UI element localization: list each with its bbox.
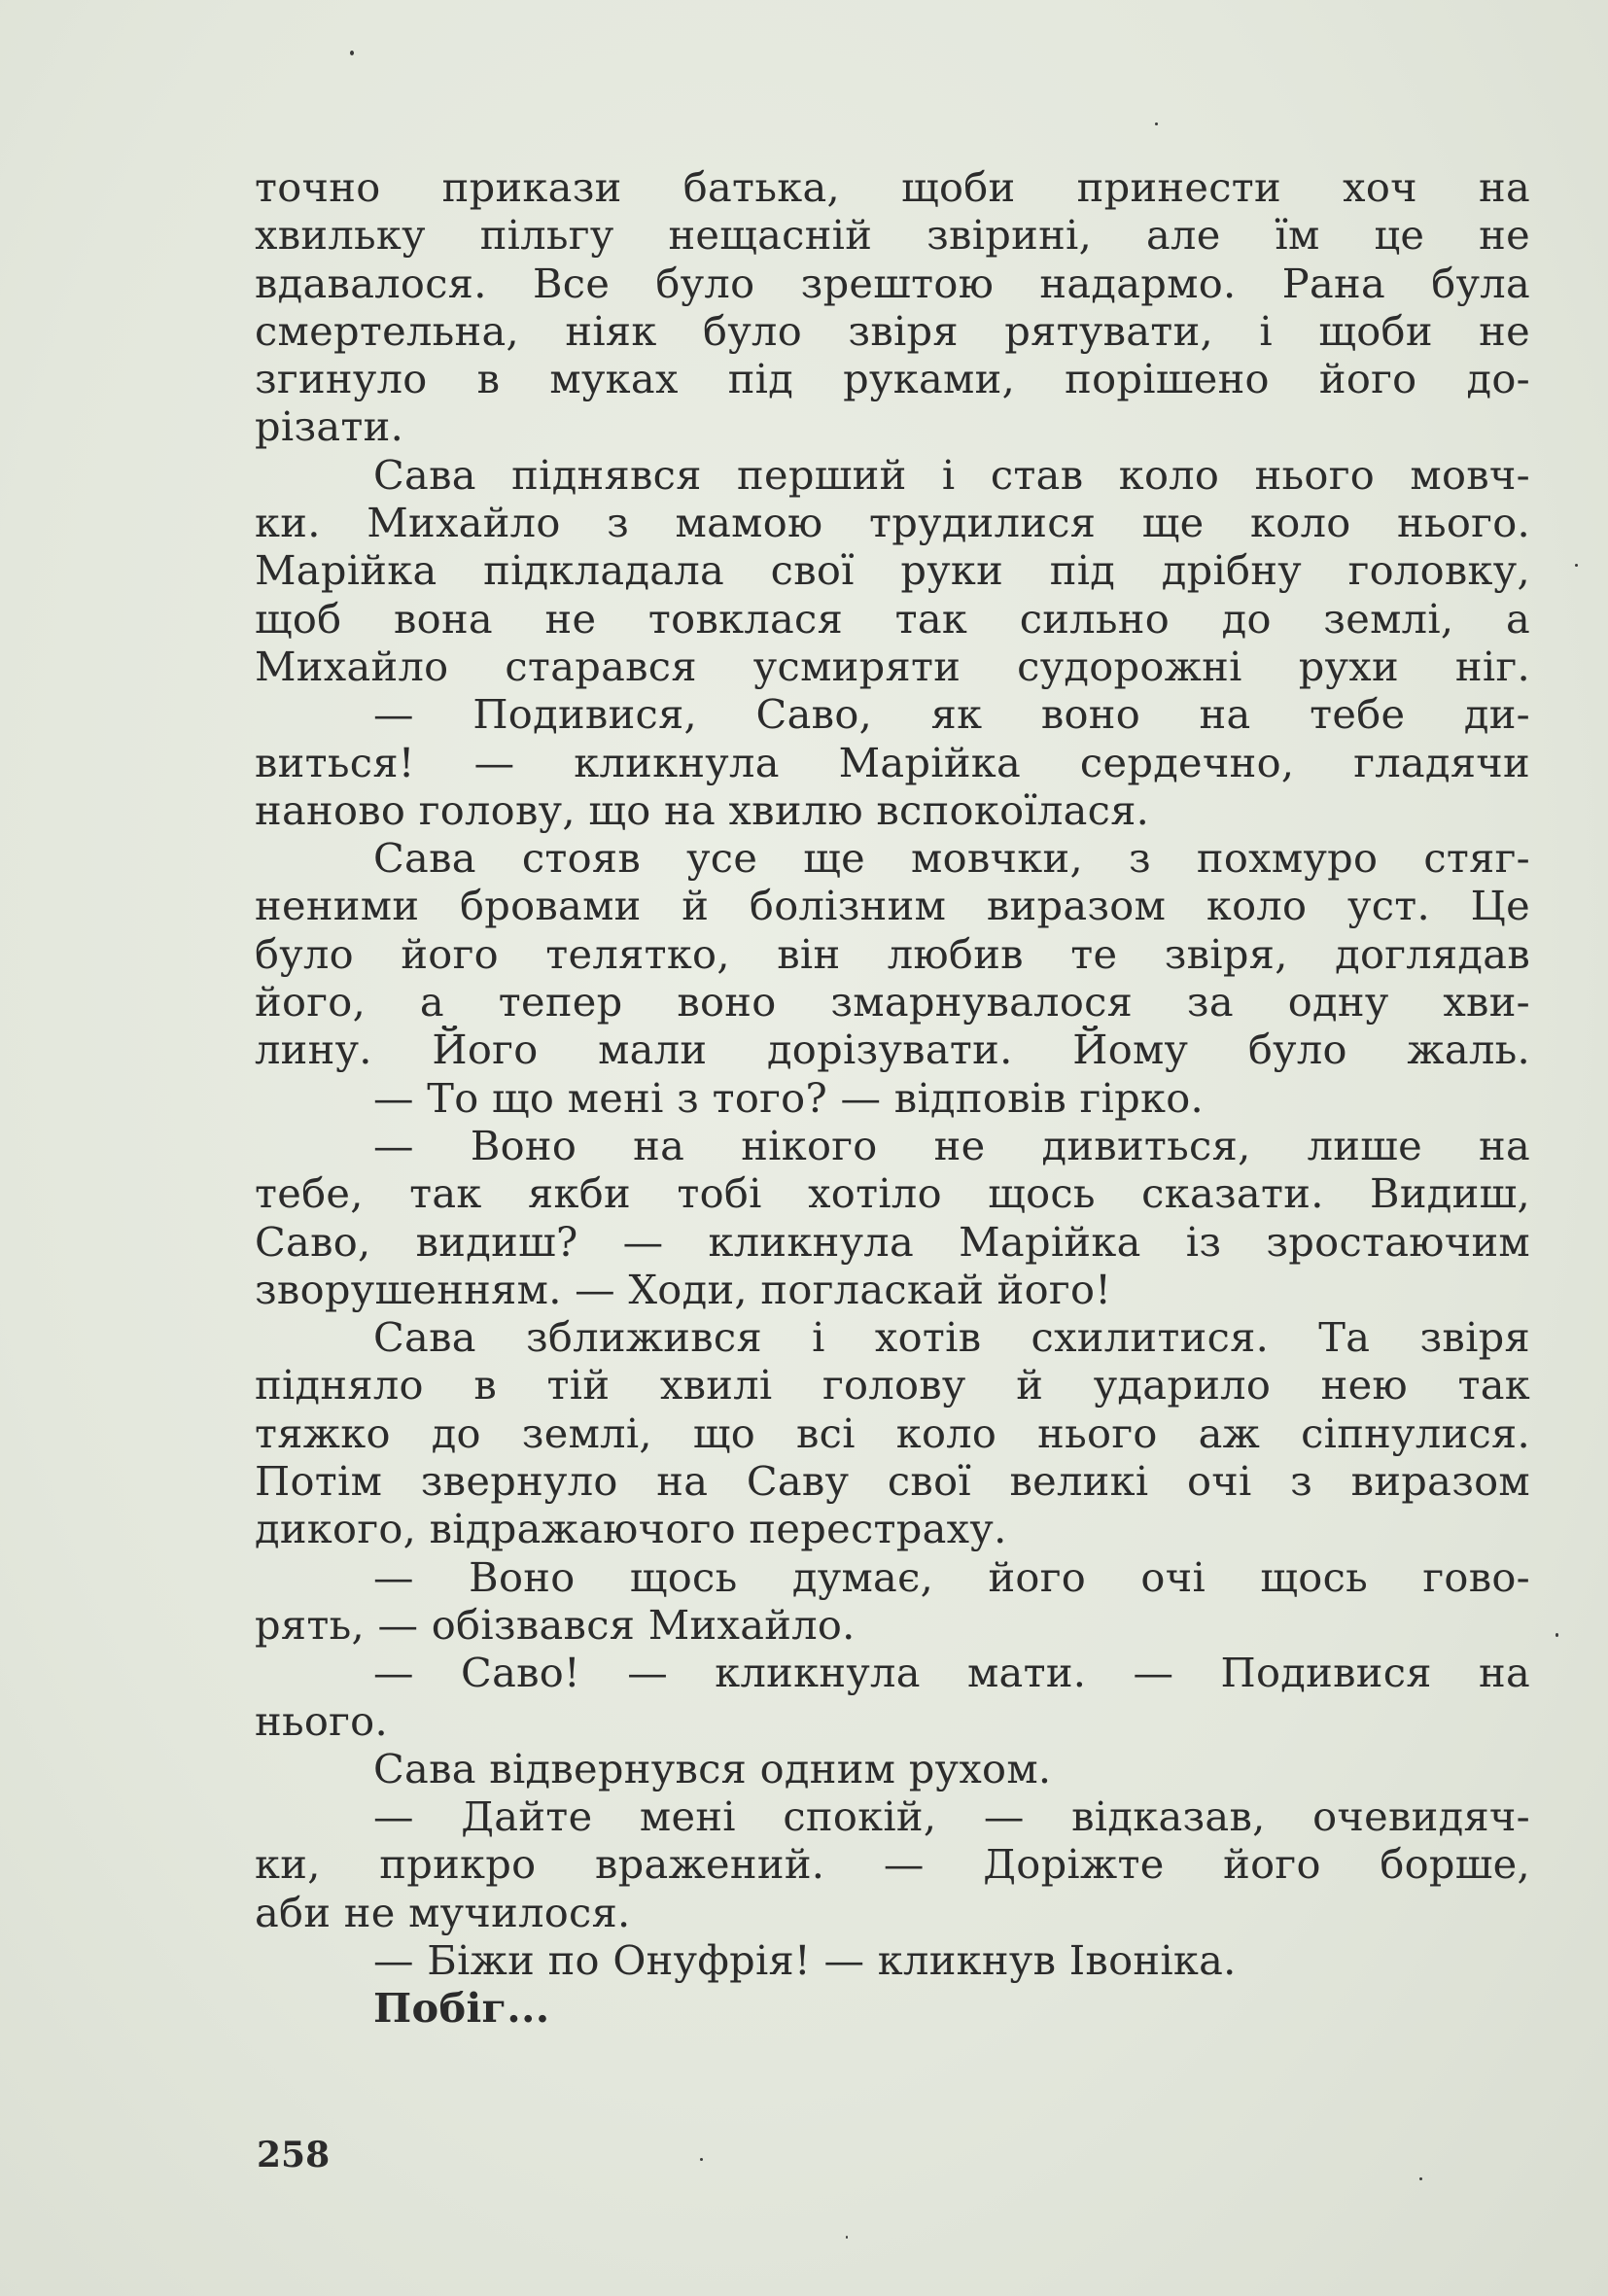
text-line: тебе, так якби тобі хотіло щось сказати. Видиш, (255, 1169, 1530, 1218)
text-line: Сава піднявся перший і став коло нього мовч- (373, 450, 1530, 499)
text-line: ки, прикро вражений. — Доріжте його борше, (255, 1840, 1530, 1889)
text-line: неними бровами й болізним виразом коло уст. Це (255, 882, 1530, 930)
text-line: хвильку пільгу нещасній звірині, але їм це не (255, 211, 1530, 260)
text-line: Побіг... (373, 1984, 550, 2033)
text-line: — Подивися, Саво, як воно на тебе ди- (373, 690, 1530, 739)
text-line: Сава стояв усе ще мовчки, з похмуро стяг- (373, 834, 1530, 883)
text-line: Сава відвернувся одним рухом. (373, 1744, 1052, 1792)
text-line: лину. Його мали дорізувати. Йому було жаль. (255, 1026, 1530, 1074)
page-number: 258 (257, 2135, 331, 2175)
paper-speck (846, 2236, 848, 2239)
text-line: різати. (255, 402, 404, 451)
text-line: — Саво! — кликнула мати. — Подивися на (373, 1649, 1530, 1697)
text-line: — Воно щось думає, його очі щось гово- (373, 1552, 1530, 1601)
text-line: рять, — обізвався Михайло. (255, 1600, 856, 1649)
text-line: — Воно на нікого не дивиться, лише на (373, 1121, 1530, 1169)
text-line: — Дайте мені спокій, — відказав, очевидяч- (373, 1792, 1530, 1841)
text-line: Марійка підкладала свої руки під дрібну головку, (255, 546, 1530, 595)
text-line: аби не мучилося. (255, 1888, 631, 1936)
text-line: вдавалося. Все було зрештою надармо. Рана була (255, 259, 1530, 307)
text-line: дикого, відражаючого перестраху. (255, 1505, 1007, 1553)
text-line: — Біжи по Онуфрія! — кликнув Івоніка. (373, 1935, 1237, 1984)
text-line: — То що мені з того? — відповів гірко. (373, 1073, 1205, 1122)
paper-speck (1575, 564, 1578, 567)
paper-speck (1155, 122, 1158, 125)
text-line: точно прикази батька, щоби принести хоч на (255, 163, 1530, 211)
text-line: згинуло в муках під руками, порішено його до- (255, 355, 1530, 403)
text-line: виться! — кликнула Марійка сердечно, гладячи (255, 738, 1530, 786)
text-line: тяжко до землі, що всі коло нього аж сіпнулися. (255, 1409, 1530, 1457)
text-line: зворушенням. — Ходи, погласкай його! (255, 1265, 1112, 1313)
text-line: було його телятко, він любив те звіря, доглядав (255, 929, 1530, 978)
paper-speck (700, 2158, 703, 2161)
paper-speck (1419, 2177, 1422, 2180)
page-body-text (255, 163, 1530, 2033)
text-line: щоб вона не товклася так сильно до землі, а (255, 594, 1530, 643)
paper-speck (350, 51, 354, 55)
text-line: його, а тепер воно змарнувалося за одну хви- (255, 978, 1530, 1026)
text-line: смертельна, ніяк було звіря рятувати, і щоби не (255, 306, 1530, 355)
text-line: нього. (255, 1696, 388, 1745)
text-line: підняло в тій хвилі голову й ударило нею так (255, 1361, 1530, 1409)
text-line: Сава зближився і хотів схилитися. Та звіря (373, 1313, 1530, 1362)
text-line: Михайло старався усмиряти судорожні рухи ніг. (255, 642, 1530, 690)
text-line: наново голову, що на хвилю вспокоїлася. (255, 785, 1150, 834)
paper-speck (1556, 1633, 1558, 1637)
text-line: ки. Михайло з мамою трудилися ще коло нього. (255, 499, 1530, 547)
text-line: Потім звернуло на Саву свої великі очі з виразом (255, 1457, 1530, 1506)
text-line: Саво, видиш? — кликнула Марійка із зростаючим (255, 1217, 1530, 1266)
